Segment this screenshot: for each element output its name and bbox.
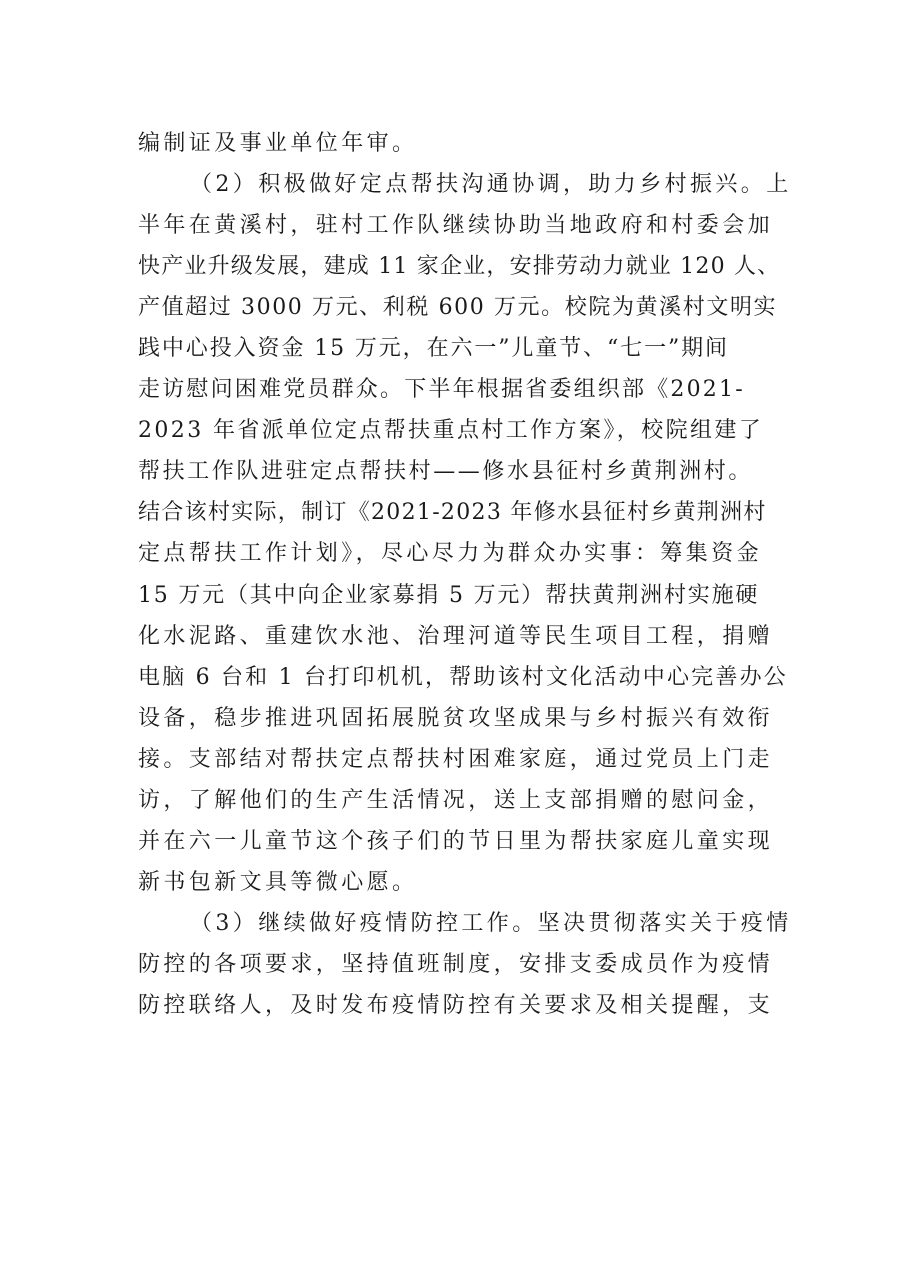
text-line: 并在六一儿童节这个孩子们的节日里为帮扶家庭儿童实现 <box>138 828 774 854</box>
text-line: 2023 年省派单位定点帮扶重点村工作方案》，校院组建了 <box>138 418 764 444</box>
text-line: 半年在黄溪村，驻村工作队继续协助当地政府和村委会加 <box>138 213 774 239</box>
text-line: 防控的各项要求，坚持值班制度，安排支委成员作为疫情 <box>138 951 774 977</box>
paragraph-2-first-line: （2）积极做好定点帮扶沟通协调，助力乡村振兴。上 <box>190 172 792 198</box>
text-line: 结合该村实际，制订《2021-2023 年修水县征村乡黄荆洲村 <box>138 500 767 526</box>
text-line: 践中心投入资金 15 万元，在六一”儿童节、“七一”期间 <box>138 336 729 362</box>
text-line: 接。支部结对帮扶定点帮扶村困难家庭，通过党员上门走 <box>138 746 774 772</box>
text-line: 15 万元（其中向企业家募捐 5 万元）帮扶黄荆洲村实施硬 <box>138 582 760 608</box>
text-line: 走访慰问困难党员群众。下半年根据省委组织部《2021- <box>138 377 745 403</box>
text-line: 化水泥路、重建饮水池、治理河道等民生项目工程，捐赠 <box>138 623 774 649</box>
text-line: 帮扶工作队进驻定点帮扶村——修水县征村乡黄荆洲村。 <box>138 459 754 485</box>
text-line: 编制证及事业单位年审。 <box>138 131 418 156</box>
body-text <box>138 123 792 1026</box>
text-line: 电脑 6 台和 1 台打印机机，帮助该村文化活动中心完善办公 <box>138 664 788 690</box>
text-line: 设备，稳步推进巩固拓展脱贫攻坚成果与乡村振兴有效衔 <box>138 705 774 731</box>
text-line: 访，了解他们的生产生活情况，送上支部捐赠的慰问金， <box>138 787 774 813</box>
text-line: 防控联络人，及时发布疫情防控有关要求及相关提醒，支 <box>138 992 774 1018</box>
paragraph-3-first-line: （3）继续做好疫情防控工作。坚决贯彻落实关于疫情 <box>190 910 792 936</box>
text-line: 新书包新文具等微心愿。 <box>138 869 418 895</box>
text-line: 定点帮扶工作计划》，尽心尽力为群众办实事：筹集资金 <box>138 541 763 567</box>
text-line: 快产业升级发展，建成 11 家企业，安排劳动力就业 120 人、 <box>138 254 781 280</box>
text-line: 产值超过 3000 万元、利税 600 万元。校院为黄溪村文明实 <box>138 295 778 321</box>
